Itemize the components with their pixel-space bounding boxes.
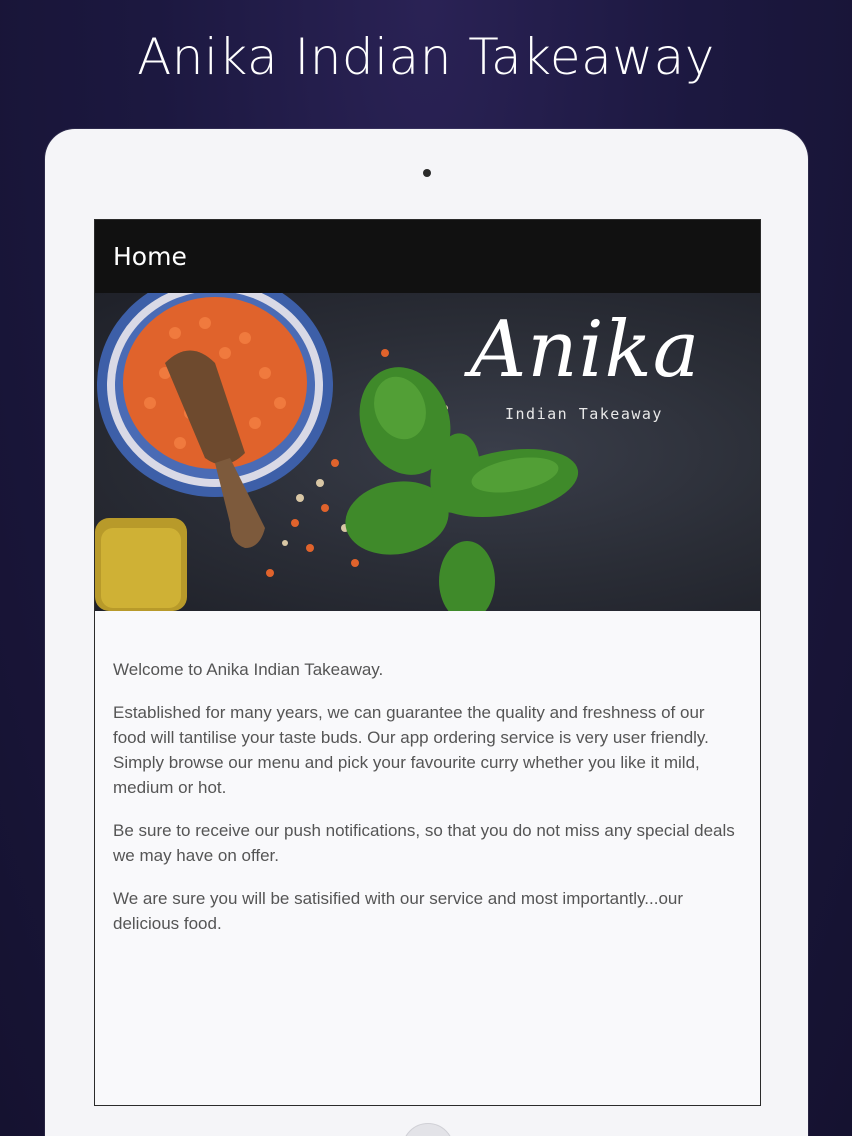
logo-subtitle: Indian Takeaway bbox=[505, 405, 663, 423]
paragraph-satisfied: We are sure you will be satisified with our service and most importantly...our delicious food. bbox=[113, 889, 684, 933]
logo-wordmark: Anika bbox=[470, 305, 701, 395]
home-button[interactable] bbox=[402, 1123, 454, 1136]
nav-bar bbox=[95, 220, 760, 293]
banner-image bbox=[95, 293, 760, 611]
tablet-frame bbox=[45, 129, 808, 1136]
nav-title: Home bbox=[113, 242, 187, 271]
app-screen bbox=[94, 219, 761, 1106]
welcome-content bbox=[95, 611, 760, 936]
paragraph-notifications: Be sure to receive our push notifications, so that you do not miss any special deals we may have on offer. bbox=[113, 821, 735, 865]
camera-dot bbox=[423, 169, 431, 177]
promo-title: Anika Indian Takeaway bbox=[137, 28, 715, 86]
paragraph-welcome: Welcome to Anika Indian Takeaway. bbox=[113, 660, 384, 679]
paragraph-established: Established for many years, we can guarantee the quality and freshness of our food will tantilise your taste buds. Our app ordering service is very user friendly. Simply browse our menu and pick your favourite curry whether you like it mild, medium or hot. bbox=[113, 703, 709, 797]
